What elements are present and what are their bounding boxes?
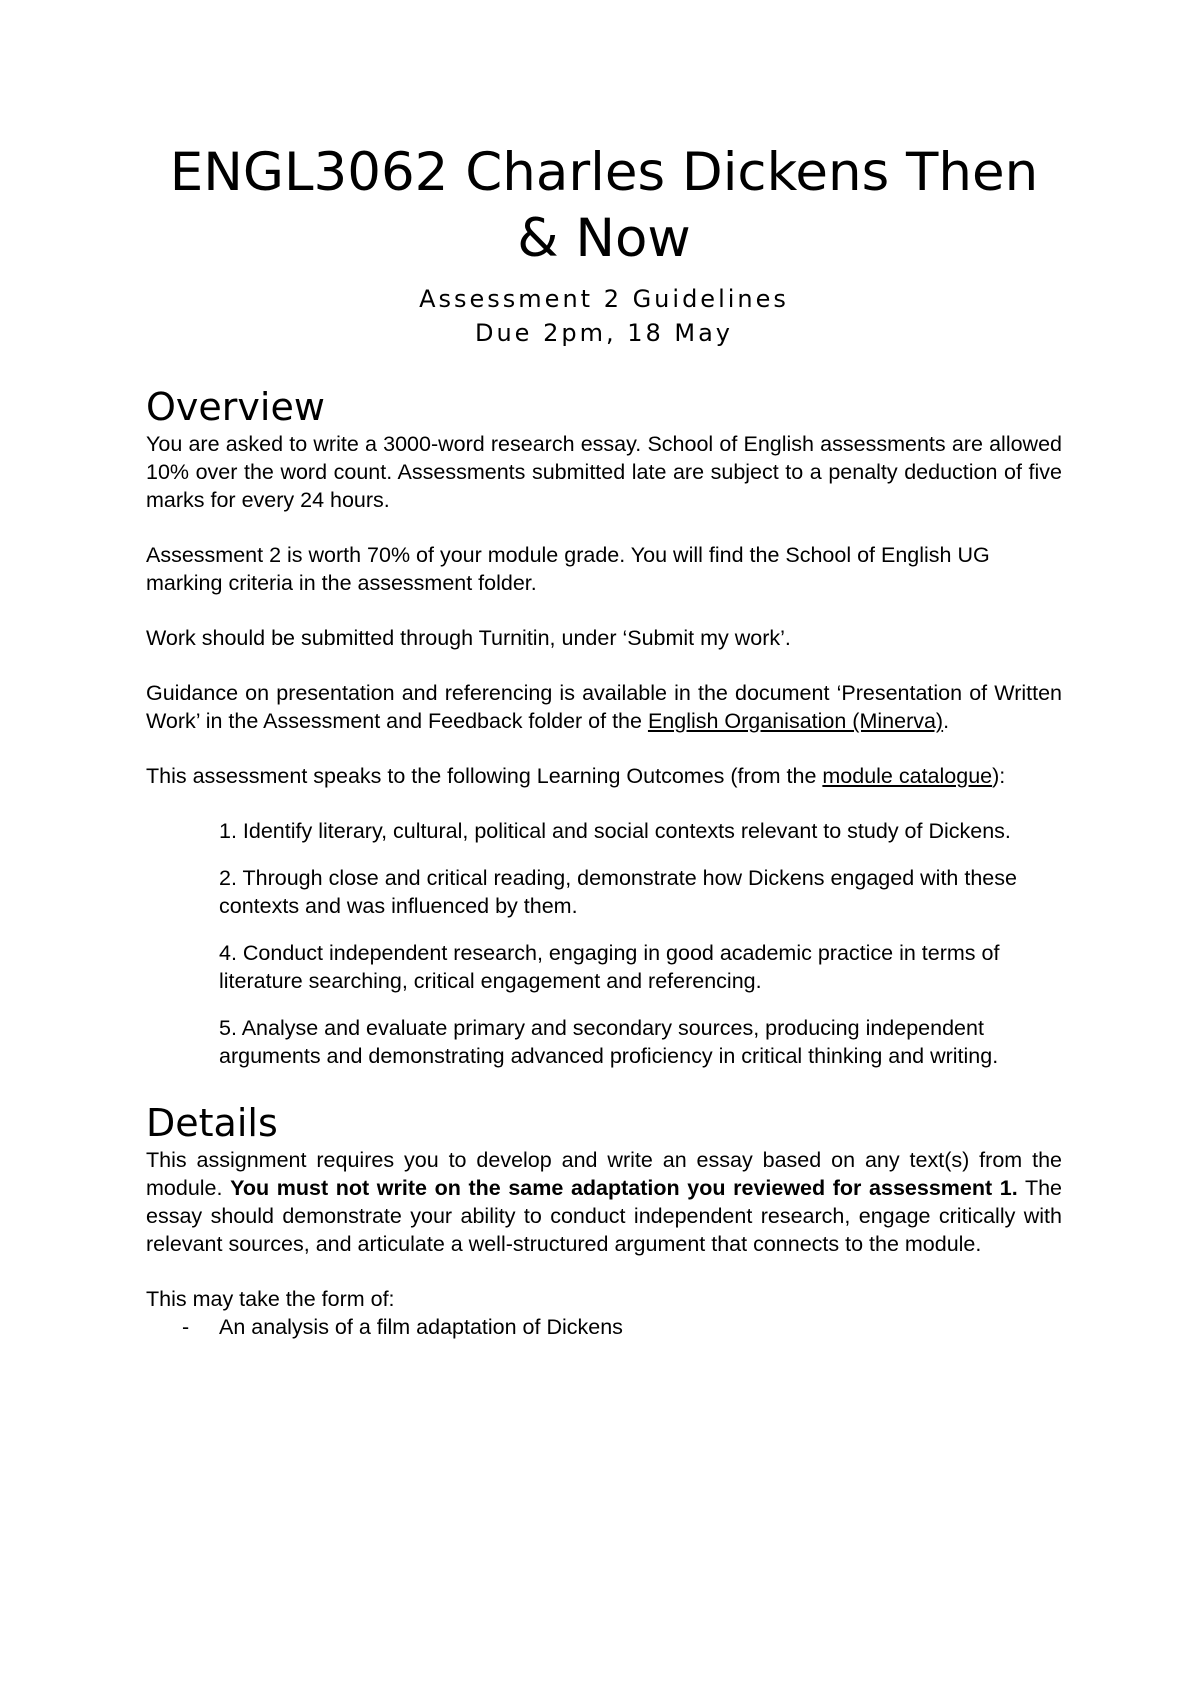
english-organisation-link[interactable]: English Organisation (Minerva) (647, 709, 944, 733)
details-text-end: The essay should demonstrate your ability to conduct independent research, engage critically with relevant sources, and articulate a well-structured argument that connects to the module. (146, 1176, 1062, 1256)
overview-paragraph-word-count: You are asked to write a 3000-word research essay. School of English assessments are allowed 10% over the word count. Assessments submitted late are subject to a penalty deduction of five marks for every 24 hours. (146, 432, 1062, 512)
details-paragraph (146, 1146, 1062, 1258)
overview-paragraph-weighting: Assessment 2 is worth 70% of your module grade. You will find the School of English UG marking criteria in the assessment folder. (146, 543, 990, 595)
overview-heading: Overview (146, 385, 325, 429)
learning-outcome-item: 2. Through close and critical reading, demonstrate how Dickens engaged with these contexts and was influenced by them. (219, 866, 1017, 918)
learning-outcome-item: 4. Conduct independent research, engaging in good academic practice in terms of literature searching, critical engagement and referencing. (219, 941, 1000, 993)
guidance-end: . (943, 709, 950, 733)
outcomes-intro-text: This assessment speaks to the following Learning Outcomes (from the (146, 764, 823, 788)
module-catalogue-link[interactable]: module catalogue (822, 764, 993, 788)
details-warning-bold: You must not write on the same adaptation you reviewed for assessment 1. (230, 1176, 1018, 1200)
essay-forms-list (146, 1313, 1062, 1341)
details-heading: Details (146, 1101, 278, 1145)
learning-outcome-item: 1. Identify literary, cultural, political and social contexts relevant to study of Dickens. (219, 819, 1011, 843)
document-page (146, 140, 1062, 1341)
overview-paragraph-submission: Work should be submitted through Turnitin, under ‘Submit my work’. (146, 626, 791, 650)
learning-outcome-item: 5. Analyse and evaluate primary and secondary sources, producing independent arguments and demonstrating advanced proficiency in critical thinking and writing. (219, 1016, 999, 1068)
overview-paragraph-guidance (146, 679, 1062, 735)
overview-paragraph-outcomes (146, 762, 1062, 790)
essay-form-text: An analysis of a film adaptation of Dickens (219, 1315, 623, 1339)
document-title: ENGL3062 Charles Dickens Then & Now (169, 142, 1039, 269)
document-subtitle: Assessment 2 Guidelines (419, 285, 789, 313)
guidance-text: Guidance on presentation and referencing is available in the document ‘Presentation of Written Work’ in the Assessment and Feedback folder of the (146, 681, 1062, 733)
essay-form-item (182, 1313, 1062, 1341)
outcomes-intro-end: ): (992, 764, 1006, 788)
details-text-start: This assignment requires you to develop and write an essay based on any text(s) from the module. (146, 1148, 1062, 1200)
forms-intro: This may take the form of: (146, 1287, 395, 1311)
list-dash: - (182, 1315, 190, 1339)
due-date: Due 2pm, 18 May (474, 319, 733, 347)
learning-outcomes-list (146, 817, 1062, 1070)
